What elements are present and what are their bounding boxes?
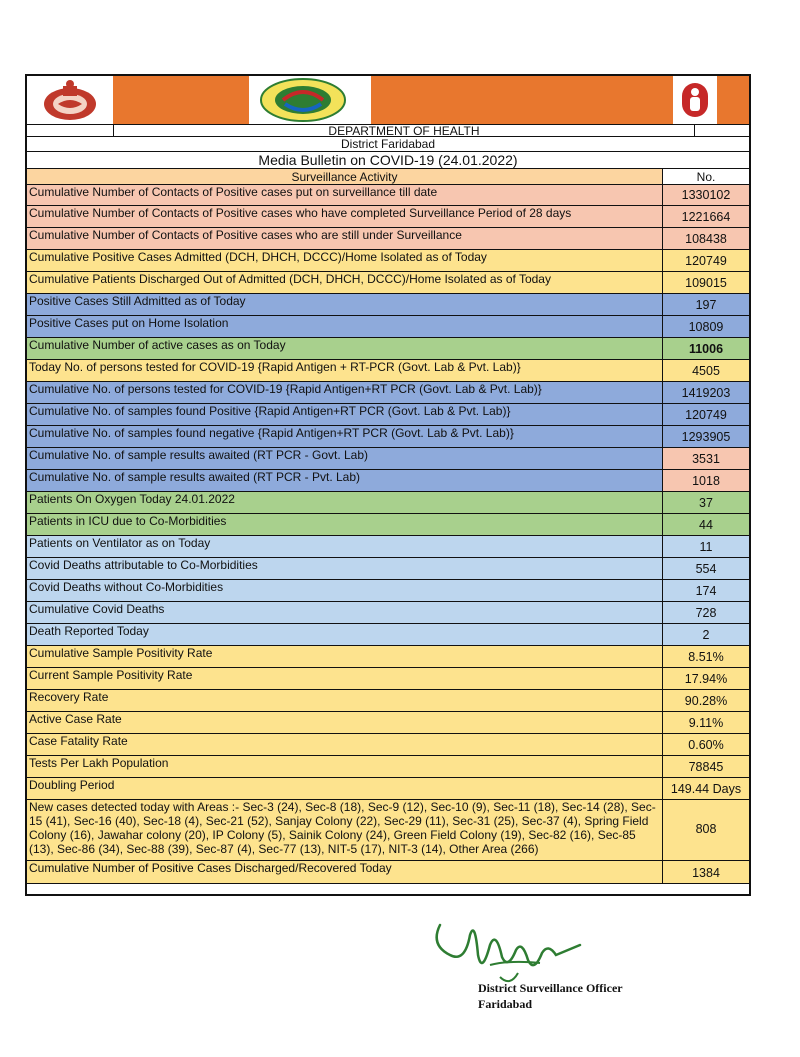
row-value-cell [663,756,749,777]
bulletin-title: Media Bulletin on COVID-19 (24.01.2022) [258,152,518,168]
department-title: DEPARTMENT OF HEALTH [328,124,480,138]
row-label: Cumulative Number of Contacts of Positive cases put on surveillance till date [27,185,663,205]
row-value: 3531 [692,452,720,466]
table-row [27,338,749,360]
table-row [27,360,749,382]
table-row [27,778,749,800]
row-value: 9.11% [688,716,724,730]
row-label: Case Fatality Rate [27,734,663,755]
row-label: Covid Deaths without Co-Morbidities [27,580,663,601]
haryana-emblem-logo [29,76,111,124]
row-value-cell [663,536,749,557]
row-value: 2 [702,628,710,642]
table-row [27,185,749,206]
row-label: Active Case Rate [27,712,663,733]
row-value: 109015 [685,276,727,290]
row-label: Cumulative Positive Cases Admitted (DCH, DHCH, DCCC)/Home Isolated as of Today [27,250,663,271]
district-heading [27,137,749,152]
row-label: Cumulative Sample Positivity Rate [27,646,663,667]
row-label: Patients on Ventilator as on Today [27,536,663,557]
row-label: Positive Cases Still Admitted as of Today [27,294,663,315]
row-value-cell [663,668,749,689]
table-row [27,228,749,250]
table-row [27,712,749,734]
row-value: 37 [699,496,713,510]
family-welfare-logo [681,82,709,118]
column-header-no-label: No. [696,170,716,184]
row-label: Cumulative No. of samples found negative {Rapid Antigen+RT PCR (Govt. Lab & Pvt. Lab)} [27,426,663,447]
table-row [27,426,749,448]
row-value-cell [663,690,749,711]
banner-orange-right [371,76,673,124]
row-value: 1330102 [681,188,731,202]
row-value-cell [663,338,749,359]
row-value: 11 [699,540,713,554]
table-row [27,470,749,492]
row-value-cell [663,228,749,249]
row-label: Death Reported Today [27,624,663,645]
row-value-cell [663,580,749,601]
signatory-title: District Surveillance Officer [478,981,623,995]
row-value-cell [663,712,749,733]
row-value: 120749 [685,408,727,422]
column-header-row [27,169,749,185]
row-value-cell [663,800,749,860]
row-label: Covid Deaths attributable to Co-Morbidities [27,558,663,579]
row-value-cell [663,492,749,513]
table-row [27,250,749,272]
row-value: 44 [699,518,713,532]
table-row [27,514,749,536]
signature-block [430,915,660,1025]
row-value: 4505 [692,364,720,378]
department-cell [113,125,695,137]
table-row [27,206,749,228]
row-value-cell [663,316,749,337]
row-value-cell [663,294,749,315]
row-label: Doubling Period [27,778,663,799]
table-row [27,646,749,668]
table-row [27,668,749,690]
row-label: Cumulative No. of persons tested for COVID-19 {Rapid Antigen+RT PCR (Govt. Lab & Pvt. Lab)} [27,382,663,403]
table-row [27,536,749,558]
row-value: 554 [695,562,717,576]
bulletin-heading [27,152,749,169]
row-value: 10809 [688,320,724,334]
health-department-logo [259,78,347,122]
department-heading [27,124,749,137]
table-row [27,861,749,884]
column-header-no [663,169,749,184]
table-row [27,602,749,624]
row-label: Cumulative No. of sample results awaited (RT PCR - Govt. Lab) [27,448,663,469]
row-value-cell [663,470,749,491]
table-row [27,580,749,602]
row-label: New cases detected today with Areas :- Sec-3 (24), Sec-8 (18), Sec-9 (12), Sec-10 (9), Sec-11 (18), Sec-14 (28), Sec-15 (41), Sec-16 (40), Sec-18 (4), Sec-21 (52), Sanjay Colony (22), Sec-29 (11), Sec-31 (25), Sec-37 (4), Spring Field Colony (16), Jawahar colony (20), IP Colony (5), Sainik Colony (24), Green Field Colony (19), Sec-82 (16), Sec-85 (13), Sec-86 (34), Sec-88 (39), Sec-87 (4), Sec-77 (13), NIT-5 (17), NIT-3 (14), Other Area (266) [27,800,663,860]
row-value: 728 [695,606,717,620]
row-label: Cumulative Number of Contacts of Positive cases who have completed Surveillance Period of 28 days [27,206,663,227]
row-value-cell [663,602,749,623]
banner-orange-left [113,76,249,124]
row-label: Cumulative Number of active cases as on Today [27,338,663,359]
row-value: 1018 [692,474,720,488]
banner-orange-end [717,76,749,124]
row-value: 0.60% [688,738,724,752]
row-value-cell [663,514,749,535]
table-row [27,624,749,646]
row-label: Patients in ICU due to Co-Morbidities [27,514,663,535]
row-value: 149.44 Days [670,782,742,796]
table-row [27,558,749,580]
table-row [27,756,749,778]
row-value: 1221664 [681,210,731,224]
row-value-cell [663,404,749,425]
table-row [27,492,749,514]
row-label: Cumulative No. of samples found Positive {Rapid Antigen+RT PCR (Govt. Lab & Pvt. Lab)} [27,404,663,425]
row-label: Cumulative Covid Deaths [27,602,663,623]
row-value-cell [663,448,749,469]
row-value: 17.94% [684,672,728,686]
row-label: Tests Per Lakh Population [27,756,663,777]
row-label: Cumulative No. of sample results awaited (RT PCR - Pvt. Lab) [27,470,663,491]
row-value: 120749 [685,254,727,268]
table-row [27,272,749,294]
row-value: 78845 [688,760,724,774]
row-value: 1384 [692,866,720,880]
row-label: Cumulative Patients Discharged Out of Admitted (DCH, DHCH, DCCC)/Home Isolated as of Today [27,272,663,293]
row-value: 1419203 [681,386,731,400]
table-row [27,448,749,470]
table-row [27,734,749,756]
district-title: District Faridabad [340,137,436,151]
row-value-cell [663,426,749,447]
row-value-cell [663,646,749,667]
row-value: 1293905 [681,430,731,444]
row-value-cell [663,185,749,205]
row-value-cell [663,382,749,403]
table-row [27,382,749,404]
bulletin-sheet [25,74,751,896]
row-value-cell [663,558,749,579]
row-value-cell [663,250,749,271]
table-row [27,294,749,316]
row-label: Cumulative Number of Positive Cases Discharged/Recovered Today [27,861,663,883]
row-value: 174 [695,584,717,598]
row-value: 808 [695,822,717,836]
row-value-cell [663,624,749,645]
row-label: Patients On Oxygen Today 24.01.2022 [27,492,663,513]
row-value: 8.51% [688,650,724,664]
row-value-cell [663,861,749,883]
row-label: Positive Cases put on Home Isolation [27,316,663,337]
column-header-activity-label: Surveillance Activity [291,170,398,184]
row-value-cell [663,734,749,755]
column-header-activity [27,169,663,184]
row-value: 197 [695,298,717,312]
header-banner [27,76,749,124]
row-label: Today No. of persons tested for COVID-19 {Rapid Antigen + RT-PCR (Govt. Lab & Pvt. Lab)} [27,360,663,381]
table-row [27,690,749,712]
row-value: 90.28% [684,694,728,708]
table-row [27,404,749,426]
row-value-cell [663,778,749,799]
row-value-cell [663,206,749,227]
row-label: Current Sample Positivity Rate [27,668,663,689]
row-label: Cumulative Number of Contacts of Positive cases who are still under Surveillance [27,228,663,249]
row-value-cell [663,360,749,381]
row-value: 108438 [685,232,727,246]
row-value-cell [663,272,749,293]
table-row [27,316,749,338]
table-row [27,800,749,861]
row-label: Recovery Rate [27,690,663,711]
row-value: 11006 [688,342,724,356]
signatory-place: Faridabad [478,997,533,1011]
